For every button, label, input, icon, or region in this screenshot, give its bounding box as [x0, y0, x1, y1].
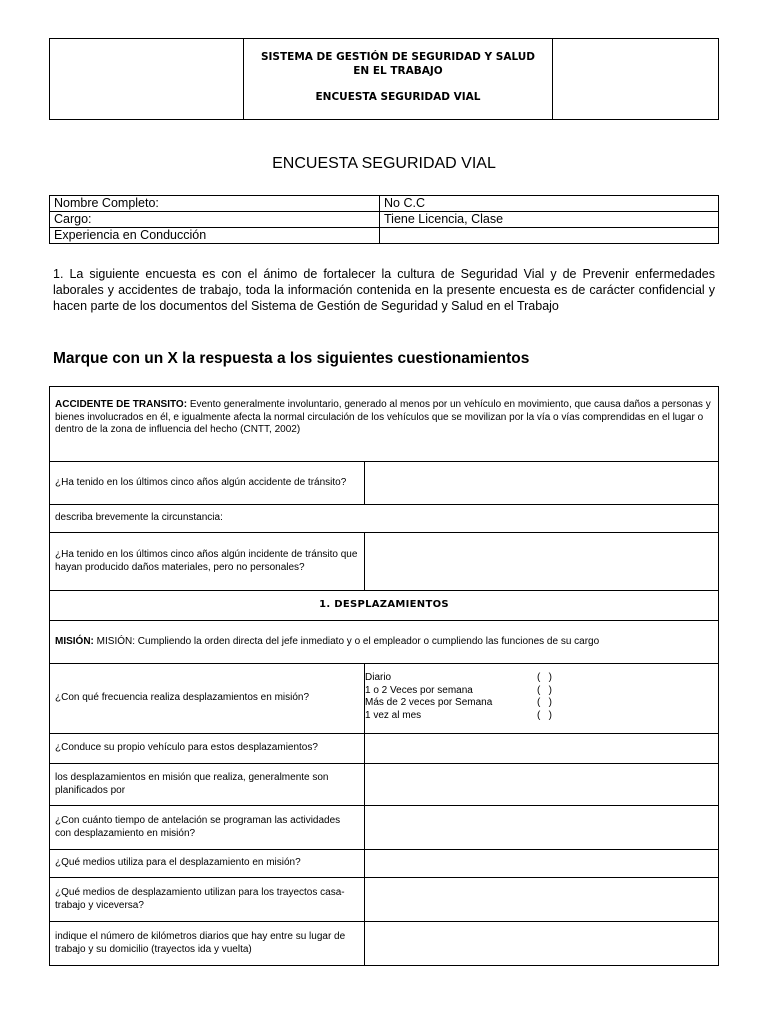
accidente-term: ACCIDENTE DE TRANSITO:: [55, 399, 188, 410]
question-planificados: los desplazamientos en misión que realiza, generalmente son planificados por: [50, 764, 365, 806]
answer-medios-mision[interactable]: [365, 850, 719, 878]
option-checkbox[interactable]: ( ): [537, 672, 552, 683]
cc-field[interactable]: No C.C: [380, 196, 719, 212]
option-checkbox[interactable]: ( ): [537, 697, 552, 708]
accidente-definition: [50, 387, 719, 462]
question-frecuencia: ¿Con qué frecuencia realiza desplazamientos en misión?: [50, 664, 365, 734]
document-title: ENCUESTA SEGURIDAD VIAL: [272, 155, 496, 172]
question-medios-mision: ¿Qué medios utiliza para el desplazamiento en misión?: [50, 850, 365, 878]
answer-antelacion[interactable]: [365, 806, 719, 850]
nombre-field[interactable]: Nombre Completo:: [50, 196, 380, 212]
option-diario[interactable]: Diario ( ): [365, 672, 552, 683]
question-antelacion: ¿Con cuánto tiempo de antelación se programan las actividades con desplazamiento en misión?: [50, 806, 365, 850]
option-1-mes[interactable]: 1 vez al mes ( ): [365, 709, 552, 721]
intro-paragraph: 1. La siguiente encuesta es con el ánimo de fortalecer la cultura de Seguridad Vial y de Prevenir enfermedades laborales y accidentes de trabajo, toda la información contenida en la presente encuesta es de carácter confidencial y hacen parte de los documentos del Sistema de Gestión de Seguridad y Salud en el Trabajo: [53, 267, 715, 313]
option-mas-2-semana[interactable]: Más de 2 veces por Semana ( ): [365, 697, 552, 708]
questionnaire-table: [49, 386, 719, 966]
question-accidente: ¿Ha tenido en los últimos cinco años algún accidente de tránsito?: [50, 462, 365, 505]
question-circunstancia[interactable]: describa brevemente la circunstancia:: [50, 505, 719, 533]
question-incidente: ¿Ha tenido en los últimos cinco años algún incidente de tránsito que hayan producido daños materiales, pero no personales?: [50, 533, 365, 591]
header-box: [49, 38, 719, 120]
header-line-1: SISTEMA DE GESTIÓN DE SEGURIDAD Y SALUD: [260, 51, 536, 63]
answer-planificados[interactable]: [365, 764, 719, 806]
instruction-heading: Marque con un X la respuesta a los siguientes cuestionamientos: [53, 350, 530, 367]
mision-term: MISIÓN:: [55, 635, 94, 647]
option-checkbox[interactable]: ( ): [537, 709, 552, 721]
personal-info-table: [49, 195, 719, 244]
experiencia-answer[interactable]: [380, 228, 719, 244]
section-desplazamientos: 1. DESPLAZAMIENTOS: [50, 591, 719, 621]
question-vehiculo-propio: ¿Conduce su propio vehículo para estos desplazamientos?: [50, 734, 365, 764]
accidente-text: Evento generalmente involuntario, generado al menos por un vehículo en movimiento, que causa daños a personas y bienes involucrados en él, e igualmente afecta la normal circulación de los vehículos que se movilizan por la vía o vías comprendidas en el lugar o dentro de la zona de influencia del hecho (CNTT, 2002): [55, 399, 711, 435]
mision-definition: [50, 621, 719, 664]
frecuencia-options: [365, 664, 719, 734]
option-checkbox[interactable]: ( ): [537, 684, 552, 696]
header-code-cell: [553, 39, 719, 120]
header-logo-cell: [50, 39, 244, 120]
experiencia-field[interactable]: Experiencia en Conducción: [50, 228, 380, 244]
cargo-field[interactable]: Cargo:: [50, 212, 380, 228]
licencia-field[interactable]: Tiene Licencia, Clase: [380, 212, 719, 228]
header-line-3: ENCUESTA SEGURIDAD VIAL: [315, 91, 481, 103]
question-casa-trabajo: ¿Qué medios de desplazamiento utilizan para los trayectos casa-trabajo y viceversa?: [50, 878, 365, 922]
answer-kilometros[interactable]: [365, 922, 719, 966]
header-title-cell: [244, 39, 553, 120]
question-kilometros: indique el número de kilómetros diarios que hay entre su lugar de trabajo y su domicilio (trayectos ida y vuelta): [50, 922, 365, 966]
answer-casa-trabajo[interactable]: [365, 878, 719, 922]
header-line-2: EN EL TRABAJO: [353, 65, 443, 77]
answer-vehiculo-propio[interactable]: [365, 734, 719, 764]
answer-accidente[interactable]: [365, 462, 719, 505]
option-1-2-semana[interactable]: 1 o 2 Veces por semana ( ): [365, 684, 552, 696]
answer-incidente[interactable]: [365, 533, 719, 591]
mision-text: MISIÓN: Cumpliendo la orden directa del jefe inmediato y o el empleador o cumpliendo las funciones de su cargo: [93, 635, 600, 647]
